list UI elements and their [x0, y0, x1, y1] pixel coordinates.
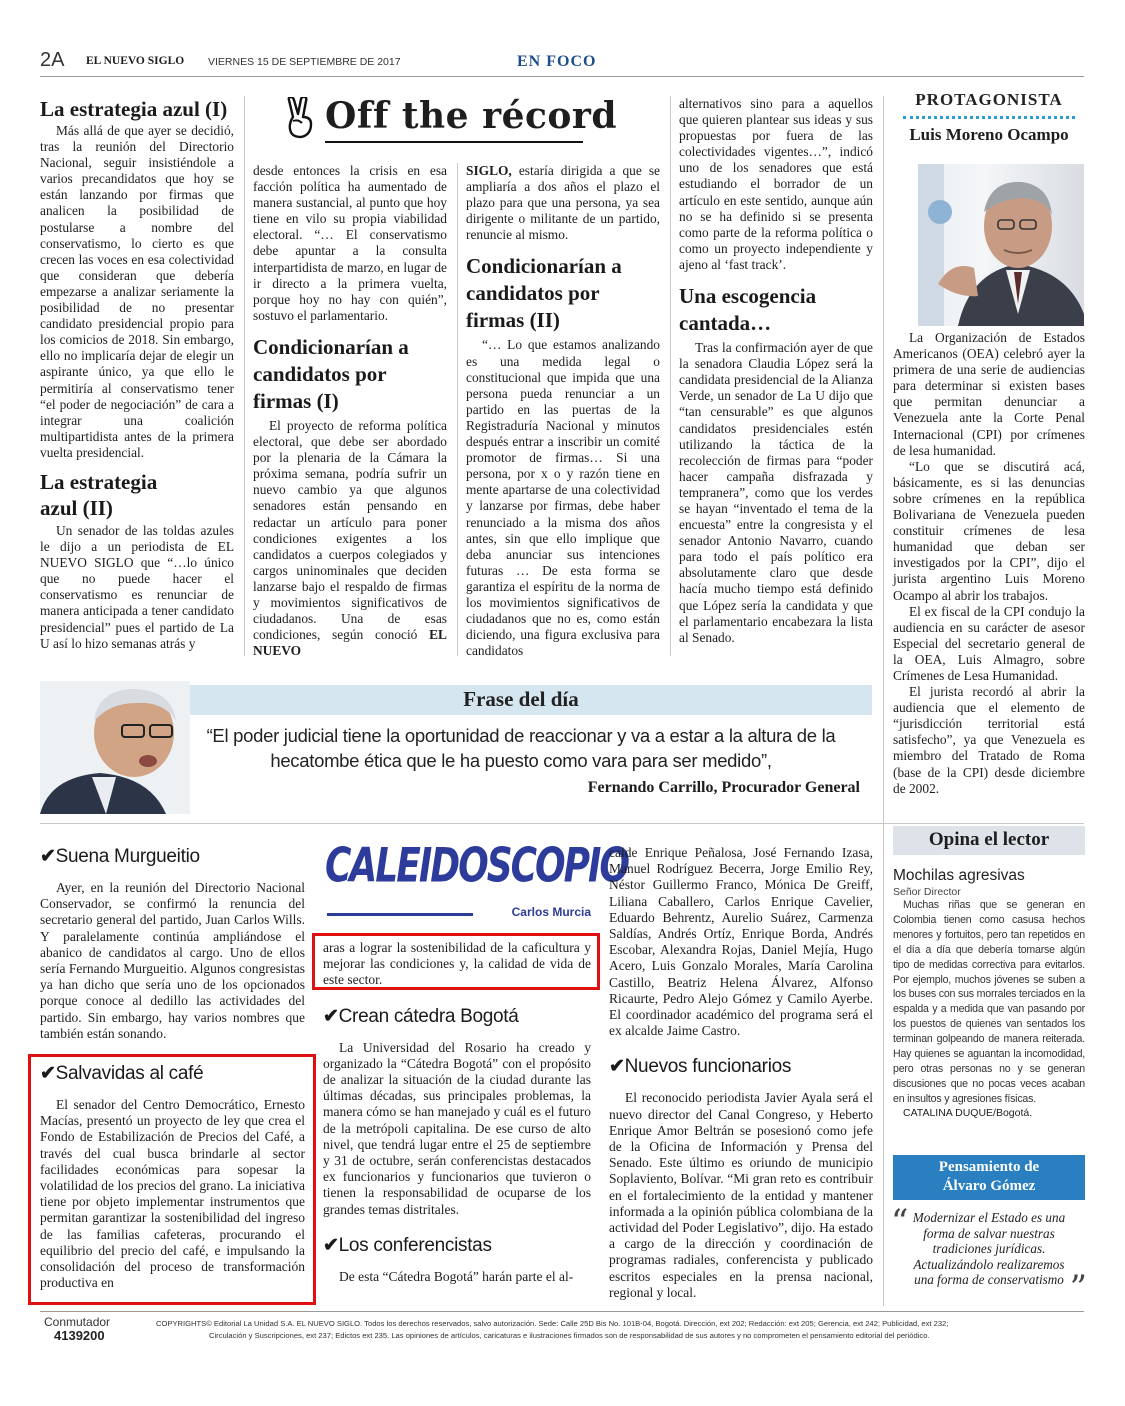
- headline-suena-murgueitio: ✔Suena Murgueitio: [40, 846, 200, 867]
- pensamiento-quote-box: [891, 1202, 1087, 1308]
- protagonista-photo: [918, 164, 1084, 326]
- paragraph: Un senador de las toldas azules le dijo a un periodista de EL NUEVO SIGLO que “…lo único que no puede hacer el conservatismo es renunciar de manera anticipada a tener candidato presidencial” pues el partido de La U así lo hizo semanas atrás y: [40, 522, 234, 651]
- article-estrategia-azul-1: [40, 123, 234, 461]
- caleidoscopio-rule: [327, 913, 473, 916]
- protagonista-label: PROTAGONISTA: [915, 90, 1063, 109]
- article-suena-murgueitio: [40, 880, 305, 1042]
- article-escogencia-cantada: [679, 340, 873, 646]
- frase-photo: [40, 681, 190, 814]
- caleidoscopio-title: CALEIDOSCOPIO: [325, 840, 629, 894]
- column-divider: [457, 163, 458, 656]
- headline-los-conferencistas: ✔Los conferencistas: [323, 1234, 492, 1256]
- pensamiento-title-line: Álvaro Gómez: [942, 1178, 1036, 1194]
- letter-headline: Mochilas agresivas: [893, 867, 1025, 884]
- paragraph: El proyecto de reforma política electoral, que debe ser abordado por la plenaria de la Cámara la próxima semana, podría sufrir un nuevo cambio ya que algunos senadores están pensando en redactar un artículo para poner condiciones exigentes a los candidatos a cuerpos colegiados y cargos uninominales que deciden lanzarse bajo el respaldo de firmas y movimientos significativos de ciudadanos. Una de esas condiciones, según conoció EL NUEVO: [253, 417, 447, 659]
- paragraph: El senador del Centro Democrático, Ernesto Macías, presentó un proyecto de ley que crea el Fondo de Estabilización de Precios del Café, a través del cual busca brindarle al sector facilidades económicas para sopesar la volatilidad de los precios del grano. La iniciativa tiene por objeto implementar instrumentos que permitan garantizar la sostenibilidad del ingreso de las familias cafeteras, procurando el equilibrio del precio del café, e impulsando la consolidación del proceso de transformación productiva en: [40, 1097, 305, 1291]
- paragraph: La Universidad del Rosario ha creado y organizado la “Cátedra Bogotá” con el propósito de analizar la situación de la ciudad durante las últimas décadas, sus principales problemas, la manera cómo se han manejado y cuál es el futuro de la metrópoli capitalina. De ese curso de alto nivel, que tendrá lugar entre el 25 de septiembre y 31 de octubre, serán conferencistas destacados ex funcionarios y funcionarios que tuvieron o tienen la responsabilidad de ocuparse de los grandes temas distritales.: [323, 1039, 591, 1217]
- paragraph: “Lo que se discutirá acá, básicamente, es si las denuncias sobre crímenes en la república Bolivariana de Venezuela pueden constituir crímenes de lesa humanidad que deban ser investigados por la CPI”, dijo el jurista argentino Luis Moreno Ocampo al abrir los trabajos.: [893, 458, 1085, 603]
- column-3: [466, 163, 660, 659]
- pensamiento-title-line: Pensamiento de: [938, 1159, 1040, 1175]
- checkmark-icon: ✔: [40, 1063, 56, 1084]
- article-condicionarian-2: [466, 337, 660, 659]
- protagonista-name: Luis Moreno Ocampo: [909, 125, 1069, 144]
- article-condicionarian-1-cont: [466, 163, 660, 243]
- headline-estrategia-azul-2: La estrategia azul (II): [40, 469, 158, 520]
- paragraph: SIGLO, estaría dirigida a que se ampliaría a dos años el plazo el plazo para que una persona, ya sea dirigente o militante de un partido, renuncie al mismo.: [466, 163, 660, 243]
- paragraph: Ayer, en la reunión del Directorio Nacional Conservador, se confirmó la renuncia del secretario general del partido, Juan Carlos Wills. Y paralelamente continúa ampliándose el abanico de candidatos al cargo. Uno de ellos sería Fernando Murgueitio. Algunos congresistas ya han dicho que sería uno de los opcionados porque conoce al dedillo las actividades del partido. Sin embargo, hay varios nombres que también están sonando.: [40, 880, 305, 1041]
- bottom-column-2: [323, 940, 591, 1285]
- column-divider: [244, 96, 245, 656]
- protagonista-section: [893, 90, 1085, 145]
- headline-condicionarian-2: Condicionarían a candidatos por firmas (II): [466, 254, 622, 333]
- article-estrategia-azul-2-cont: [253, 163, 447, 324]
- portrait-image: [918, 164, 1084, 326]
- pensamiento-title: [893, 1155, 1085, 1200]
- pensamiento-section: [891, 1155, 1087, 1308]
- conmutador-number: 4139200: [54, 1328, 105, 1343]
- headline-salvavidas-cafe: ✔Salvavidas al café: [40, 1063, 204, 1084]
- checkmark-icon: ✔: [40, 846, 56, 867]
- letter-body: [893, 898, 1085, 1107]
- paragraph: aras a lograr la sostenibilidad de la caficultura y mejorar las condiciones y, la calidad de vida de este sector.: [323, 940, 591, 988]
- article-nuevos-funcionarios: [609, 1090, 873, 1301]
- column-divider: [883, 96, 884, 1306]
- peace-hand-icon: [284, 97, 316, 139]
- frase-quote-line: “El poder judicial tiene la oportunidad de reaccionar y va a estar a la altura de la: [206, 725, 836, 746]
- frase-author: Fernando Carrillo, Procurador General: [587, 779, 860, 796]
- checkmark-icon: ✔: [323, 1234, 339, 1256]
- frase-title: Frase del día: [463, 687, 579, 711]
- footer-rule: [40, 1311, 1084, 1312]
- letter-signature: CATALINA DUQUE/Bogotá.: [903, 1106, 1033, 1119]
- column-divider: [670, 96, 671, 656]
- dotted-divider: [903, 116, 1075, 119]
- paragraph: El jurista recordó al abrir la audiencia que el elemento de “jurisdicción territorial está satisfecho”, ya que Venezuela es miembro del Tratado de Roma (base de la CPI) desde diciembre de 2002.: [893, 684, 1085, 796]
- off-record-underline: [325, 141, 583, 143]
- paragraph: Muchas riñas que se generan en Colombia tienen como casusa hechos menores y fortuitos, pero tan repetidos en el día a día que debería tomarse algún tipo de medidas correctiva para evitarlos. Por ejemplo, muchos jóvenes se suben a los buses con sus morrales terciados en la espalda y a medida que van pasando por los puestos de quienes van sentados los terminan golpeando de manera reiterada. Hay quienes se aguantan la incomodidad, pero otras personas no y se generan discusiones que no pocas veces acaban en insultos y agresiones físicas.: [893, 899, 1085, 1105]
- paragraph: La Organización de Estados Americanos (OEA) celebró ayer la primera de una serie de audiencias para determinar si existen bases que permitan denunciar a Venezuela ante la Corte Penal Internacional (CPI) por crímenes de lesa humanidad.: [893, 330, 1085, 458]
- headline-crean-catedra: ✔Crean cátedra Bogotá: [323, 1005, 519, 1027]
- paper-name: EL NUEVO SIGLO: [86, 55, 185, 67]
- caleidoscopio-masthead: [325, 840, 629, 920]
- bottom-column-1: [40, 845, 305, 1042]
- headline-estrategia-azul-1: La estrategia azul (I): [40, 97, 228, 121]
- frase-del-dia-band: [40, 681, 872, 814]
- paragraph: “… Lo que estamos analizando es una medida legal o constitucional que impida que una persona pueda renunciar a un partido en las puertas de la Registraduría Nacional y minutos después entrar a inscribir un comité promotor de firmas… Si una persona, por x o y razón tiene en mente apartarse de una colectividad y lanzarse por firmas, debe haber renunciado a la misma dos años antes, sin que ello implique que deba anunciar sus intenciones futuras … De esta forma se garantiza el espíritu de la norma de los movimientos significativos de ciudadanos que no es, como están diciendo, una figura exclusiva para candidatos: [466, 337, 660, 659]
- article-condicionarian-2-cont: [679, 96, 873, 273]
- bottom-column-3: [609, 845, 873, 1301]
- article-condicionarian-1: [253, 418, 447, 659]
- opina-lector-section: [893, 826, 1085, 1119]
- frase-quote-line: hecatombe ética que le ha puesto como vara para ser medido”,: [270, 750, 772, 771]
- paragraph: El reconocido periodista Javier Ayala será el nuevo director del Canal Congreso, y Heberto Enrique Amor Beltrán se posesionó como jefe de la Oficina de Información y Prensa del Senado. Este último es oriundo de municipio Soplaviento, Bolívar. “Mi gran reto es contribuir en el fortalecimiento de la entidad y mantener informada a la opinión pública colombiana de la actividad del Poder Legislativo”, dijo. Ha estado a cargo de la dirección y coordinación de programas radiales, conferencista y publicado escritos especiales en la prensa nacional, regional y local.: [609, 1090, 873, 1300]
- section-name: EN FOCO: [517, 53, 597, 70]
- protagonista-article: [893, 330, 1085, 797]
- footer: [40, 1314, 1084, 1344]
- article-los-conferencistas: [323, 1269, 591, 1285]
- paragraph: Tras la confirmación ayer de que la senadora Claudia López será la candidata presidencial de la Alianza Verde, un senador de La U dijo que “tan censurable” es que algunos candidatos presidenciales estén utilizando la táctica de la recolección de firmas para “poder hacer campaña disfrazada y tempranera”, como que los verdes se hayan “inventado el tema de la encuesta” entre la congresista y el senador Antonio Navarro, cuando para todo el país político era absolutamente claro que desde hacía mucho tiempo está definido que López sería la candidata y que el parlamentario encabezara la lista al Senado.: [679, 340, 873, 645]
- open-quote-icon: “: [891, 1202, 909, 1242]
- opina-lector-title: Opina el lector: [893, 826, 1085, 855]
- paragraph: De esta “Cátedra Bogotá” harán parte el al-: [339, 1268, 574, 1284]
- off-record-title: Off the récord: [325, 95, 618, 137]
- off-record-banner: [284, 95, 618, 145]
- frase-bottom-rule: [40, 823, 1084, 824]
- column-2: [253, 163, 447, 659]
- paragraph: Más allá de que ayer se decidió, tras la reunión del Directorio Nacional, seguir insistiéndole a varios precandidatos que hoy se están lanzando por firmas que analicen la posibilidad de postularse a nombre del conservatismo, lo cierto es que crecen las voces en esa colectividad que consideran que debería empezarse a analizar seriamente la posibilidad de no presentar candidato presidencial propio para los comicios de 2018. Sin embargo, ello no implicaría dejar de elegir un aspirante único, ya que ello le permitiría al conservatismo tener “el poder de negociación” de cara a integrar una coalición multipartidista antes de la primera vuelta presidencial.: [40, 123, 234, 460]
- bottom-column-1-lower: [40, 1062, 305, 1291]
- letter-salutation: Señor Director: [893, 886, 961, 898]
- frase-quote: [190, 723, 852, 773]
- article-estrategia-azul-2: [40, 523, 234, 652]
- article-salvavidas-cafe-cont: [323, 940, 591, 989]
- page-number: 2A: [40, 49, 65, 71]
- article-crean-catedra: [323, 1040, 591, 1218]
- conmutador-label: Conmutador: [44, 1315, 111, 1329]
- article-los-conferencistas-cont: [609, 845, 873, 1039]
- paragraph: El ex fiscal de la CPI condujo la audiencia en su carácter de asesor Especial del secretario general de la OEA, Luis Almagro, sobre Crímenes de Lesa Humanidad.: [893, 603, 1085, 683]
- copyright-line: Circulación y Suscripciones, ext 237; Edictos ext 235. Las opiniones de artículos, caricaturas e ilustraciones firmados son de responsabilidad de sus autores y no comprometen el pensamiento editorial del periódico.: [209, 1331, 930, 1340]
- portrait-image: [40, 681, 190, 814]
- issue-date: VIERNES 15 DE SEPTIEMBRE DE 2017: [208, 56, 401, 68]
- headline-escogencia-cantada: Una escogencia cantada…: [679, 284, 817, 336]
- paragraph: alternativos sino para a aquellos que quieren plantear sus ideas y sus propuestas por fuera de las colectividades vigentes…”, indicó uno de los senadores que está estudiando el borrador de un artículo en este sentido, aunque aún no se ha definido si se presenta como parte de la reforma política o como un proyecto independiente y ajeno al ‘fast track’.: [679, 96, 873, 272]
- checkmark-icon: ✔: [323, 1005, 339, 1027]
- article-salvavidas-cafe: [40, 1097, 305, 1291]
- column-1: [40, 96, 234, 652]
- column-4: [679, 96, 873, 646]
- headline-nuevos-funcionarios: ✔Nuevos funcionarios: [609, 1056, 792, 1078]
- close-quote-icon: ”: [1069, 1267, 1087, 1308]
- checkmark-icon: ✔: [609, 1056, 625, 1078]
- caleidoscopio-author: Carlos Murcia: [511, 905, 591, 919]
- copyright-line: COPYRIGHTS© Editorial La Unidad S.A. EL NUEVO SIGLO. Todos los derechos reservados, salvo autorización. Sede: Calle 25D Bis No. 101B-04, Bogotá. Dirección, ext 202; Redacción: ext 205; Gerencia, ext 242; Publicidad, ext 232;: [156, 1319, 949, 1328]
- paragraph: calde Enrique Peñalosa, José Fernando Izasa, Manuel Rodríguez Becerra, Jorge Emilio Rey, Néstor Guillermo Franco, Mónica De Greiff, Liliana Caballero, Carlos Enrique Cavelier, Eduardo Behrentz, Aurelio Suárez, Carmenza Saldías, Andrés Ortíz, Enrique Borda, Andrés Escobar, Alexandra Rojas, Daniel Mejía, Hugo Acero, Luis Gonzalo Morales, María Carolina Castillo, Beatriz Helena Álvarez, Alfonso Ricaurte, Pedro Alejo Gómez y Camilo Ayerbe. El coordinador académico del programa será el ex alcalde Jaime Castro.: [609, 845, 873, 1039]
- header-rule: [40, 76, 1084, 77]
- headline-condicionarian-1: Condicionarían a candidatos por firmas (I): [253, 334, 409, 413]
- paragraph: desde entonces la crisis en esa facción política ha aumentado de manera sustancial, al punto que hoy tiene en vilo su propia viabilidad electoral. “… El conservatismo debe apuntar a la consulta interpartidista de marzo, en lugar de ir directo a la primera vuelta, porque hoy no hay con quién”, sostuvo el parlamentario.: [253, 163, 447, 323]
- pensamiento-quote: Modernizar el Estado es una forma de salvar nuestras tradiciones jurídicas. Actualizándolo realizaremos una forma de conservatismo: [912, 1210, 1066, 1287]
